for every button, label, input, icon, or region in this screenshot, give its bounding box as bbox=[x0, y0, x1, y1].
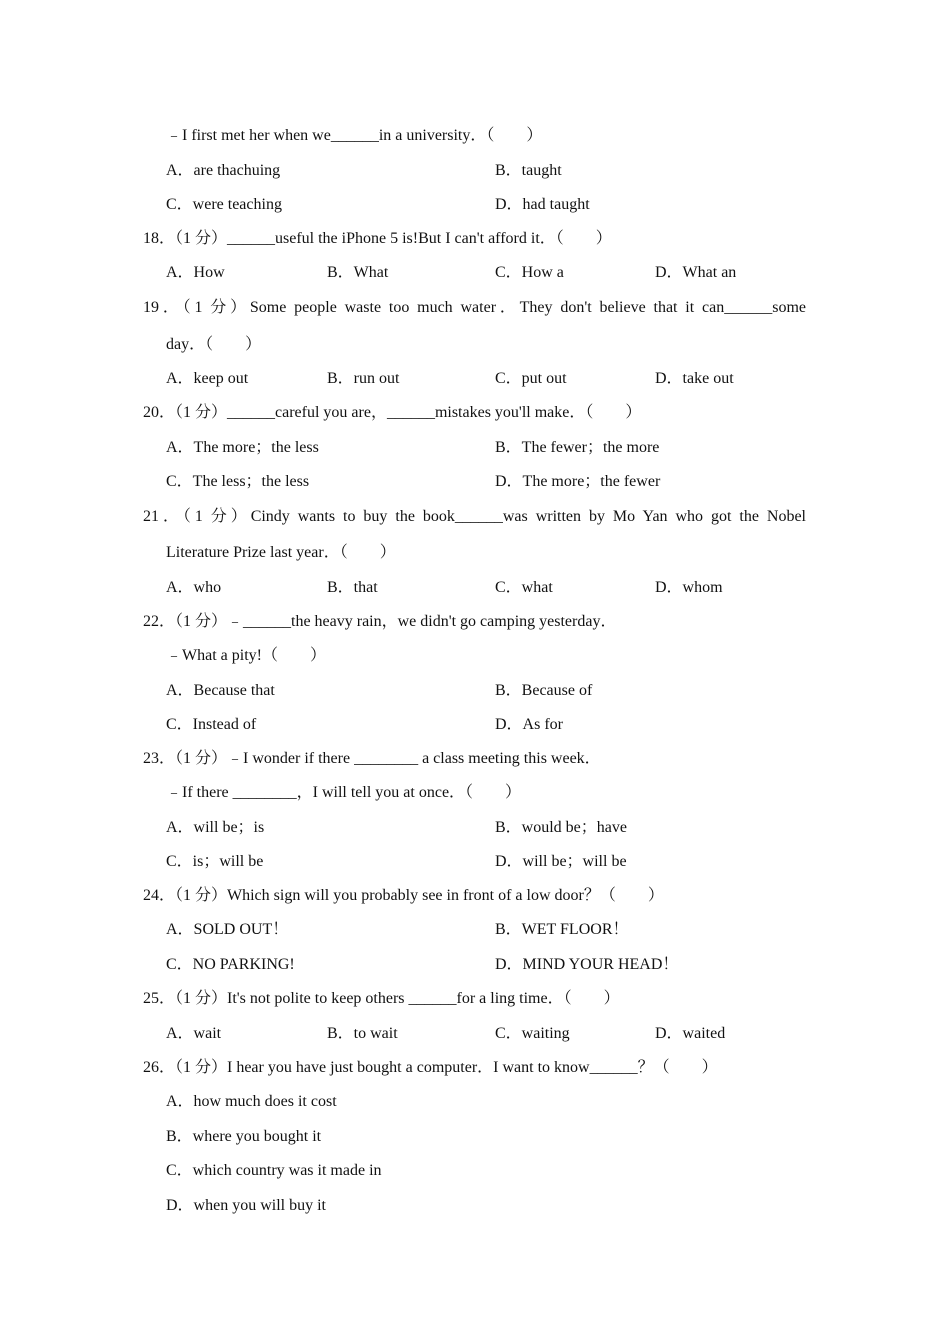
question-20-option-c[interactable]: C．The less；the less bbox=[166, 473, 310, 490]
question-19-stem: 19．（1 分）Some people waste too much water．They don't believe that it can______some bbox=[143, 299, 806, 316]
question-21-option-c[interactable]: C．what bbox=[495, 579, 553, 596]
question-23-option-d[interactable]: D．will be；will be bbox=[495, 853, 627, 870]
question-20-option-a[interactable]: A．The more；the less bbox=[166, 439, 319, 456]
question-25-option-a[interactable]: A．wait bbox=[166, 1025, 222, 1042]
question-22-option-b[interactable]: B．Because of bbox=[495, 682, 593, 699]
question-24-option-a[interactable]: A．SOLD OUT！ bbox=[166, 921, 289, 938]
question-26-stem: 26．（1 分）I hear you have just bought a computer．I want to know______？（ ） bbox=[143, 1059, 718, 1076]
question-21-option-a[interactable]: A．who bbox=[166, 579, 222, 596]
question-23-stem: 23．（1 分）﹣I wonder if there ________ a class meeting this week． bbox=[143, 750, 601, 767]
question-24-stem: 24．（1 分）Which sign will you probably see in front of a low door？（ ） bbox=[143, 887, 664, 904]
question-26-option-c[interactable]: C．which country was it made in bbox=[166, 1162, 382, 1179]
question-18-option-d[interactable]: D．What an bbox=[655, 264, 737, 281]
question-24-option-d[interactable]: D．MIND YOUR HEAD！ bbox=[495, 956, 679, 973]
question-21-option-b[interactable]: B．that bbox=[327, 579, 378, 596]
question-25-stem: 25．（1 分）It's not polite to keep others ______for a ling time．（ ） bbox=[143, 990, 620, 1007]
question-18-option-b[interactable]: B．What bbox=[327, 264, 389, 281]
question-26-option-a[interactable]: A．how much does it cost bbox=[166, 1093, 337, 1110]
question-17-option-d[interactable]: D．had taught bbox=[495, 196, 590, 213]
question-19-option-b[interactable]: B．run out bbox=[327, 370, 400, 387]
question-18-option-c[interactable]: C．How a bbox=[495, 264, 564, 281]
question-25-option-c[interactable]: C．waiting bbox=[495, 1025, 570, 1042]
question-22-option-d[interactable]: D．As for bbox=[495, 716, 563, 733]
question-17-option-c[interactable]: C．were teaching bbox=[166, 196, 282, 213]
question-24-option-c[interactable]: C．NO PARKING! bbox=[166, 956, 295, 973]
question-22-stem: 22．（1 分）﹣______the heavy rain，we didn't go camping yesterday． bbox=[143, 613, 617, 630]
question-22-option-c[interactable]: C．Instead of bbox=[166, 716, 257, 733]
question-23-option-c[interactable]: C．is；will be bbox=[166, 853, 264, 870]
question-17-option-a[interactable]: A．are thachuing bbox=[166, 162, 281, 179]
question-25-option-b[interactable]: B．to wait bbox=[327, 1025, 398, 1042]
question-22-option-a[interactable]: A．Because that bbox=[166, 682, 275, 699]
question-17-option-b[interactable]: B．taught bbox=[495, 162, 562, 179]
question-22-stem-cont: ﹣What a pity!（ ） bbox=[166, 647, 326, 664]
question-25-option-d[interactable]: D．waited bbox=[655, 1025, 726, 1042]
question-26-option-b[interactable]: B．where you bought it bbox=[166, 1128, 322, 1145]
question-18-stem: 18．（1 分）______useful the iPhone 5 is!But I can't afford it．（ ） bbox=[143, 230, 612, 247]
question-21-stem-cont: Literature Prize last year．（ ） bbox=[166, 544, 396, 561]
question-23-option-a[interactable]: A．will be；is bbox=[166, 819, 265, 836]
question-20-stem: 20．（1 分）______careful you are，______mistakes you'll make．（ ） bbox=[143, 404, 642, 421]
question-21-stem: 21．（1 分）Cindy wants to buy the book______was written by Mo Yan who got the Nobel bbox=[143, 508, 806, 525]
question-19-option-a[interactable]: A．keep out bbox=[166, 370, 249, 387]
question-19-option-c[interactable]: C．put out bbox=[495, 370, 567, 387]
question-20-option-d[interactable]: D．The more；the fewer bbox=[495, 473, 661, 490]
question-20-option-b[interactable]: B．The fewer；the more bbox=[495, 439, 660, 456]
question-21-option-d[interactable]: D．whom bbox=[655, 579, 723, 596]
question-18-option-a[interactable]: A．How bbox=[166, 264, 225, 281]
question-19-stem-cont: day．（ ） bbox=[166, 336, 262, 353]
question-24-option-b[interactable]: B．WET FLOOR！ bbox=[495, 921, 629, 938]
question-23-option-b[interactable]: B．would be；have bbox=[495, 819, 627, 836]
question-26-option-d[interactable]: D．when you will buy it bbox=[166, 1197, 326, 1214]
question-19-option-d[interactable]: D．take out bbox=[655, 370, 734, 387]
question-23-stem-cont: ﹣If there ________，I will tell you at once．（ ） bbox=[166, 784, 522, 801]
question-17-stem: ﹣I first met her when we______in a university．（ ） bbox=[166, 127, 543, 144]
